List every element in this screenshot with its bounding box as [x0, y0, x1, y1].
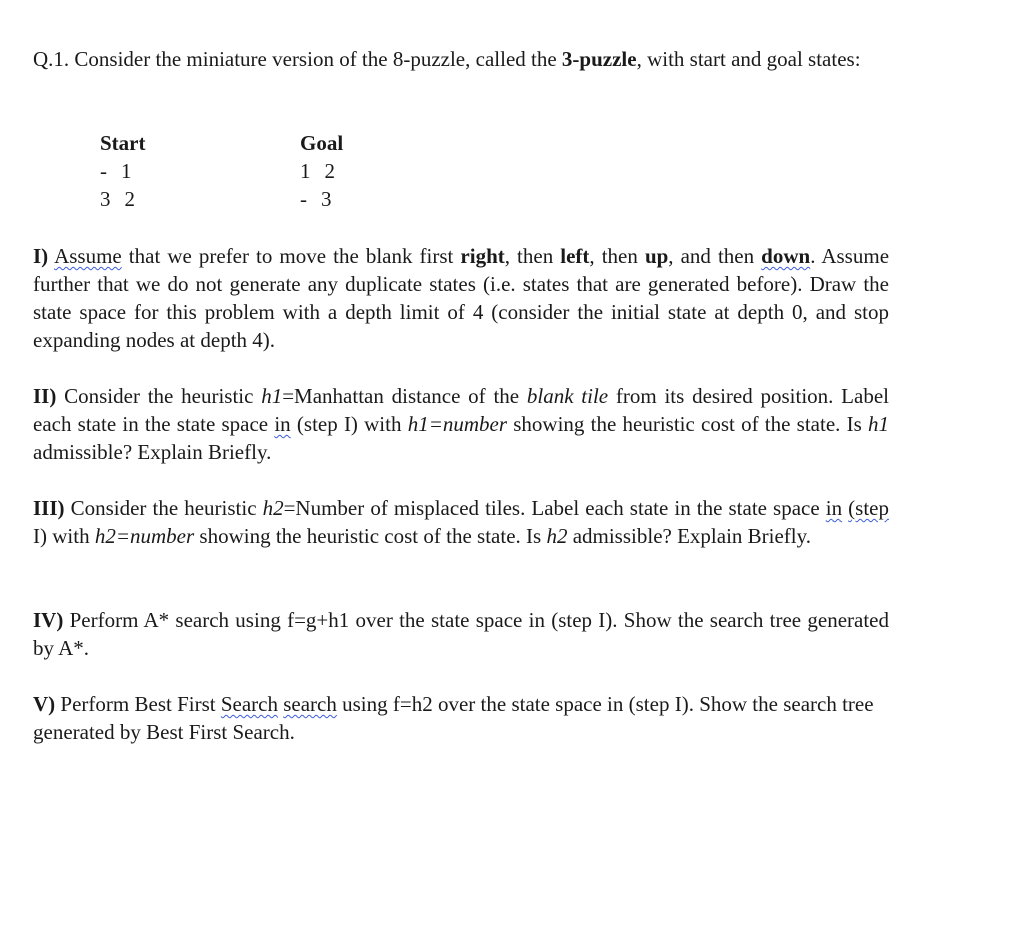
goal-heading: Goal [300, 131, 344, 155]
part-3-text: admissible? Explain Briefly. [567, 524, 812, 548]
part-5 [33, 690, 889, 746]
goal-cell: 1 [300, 159, 311, 183]
part-2-text: showing the heuristic cost of the state. Is [507, 412, 868, 436]
part-3-text: =Number of misplaced tiles. Label each state in the state space [283, 496, 826, 520]
goal-cell: 3 [321, 187, 332, 211]
bold-word: left [560, 244, 590, 268]
goal-row-1 [300, 157, 349, 185]
spellcheck-word: (step [848, 496, 889, 520]
italic-term: h2 [262, 496, 284, 520]
part-2-text: admissible? Explain Briefly. [33, 440, 272, 464]
part-5-text: Perform Best First [55, 692, 221, 716]
spellcheck-word: Search [220, 692, 278, 716]
part-5-text: using f=h2 over the state space in (step I). Show the search tree generated by Best First Search. [33, 692, 874, 744]
italic-term: h2 [546, 524, 568, 548]
part-3-label: III) [33, 496, 65, 520]
intro-bold-term: 3-puzzle [561, 47, 637, 71]
part-1-text: that we prefer to move the blank first [121, 244, 461, 268]
intro-text-end: , with start and goal states: [636, 47, 861, 71]
part-2-label: II) [33, 384, 57, 408]
start-cell: - [100, 159, 107, 183]
start-cell: 2 [124, 187, 135, 211]
italic-term: h1 [261, 384, 283, 408]
italic-term: blank tile [526, 384, 609, 408]
start-cell: 1 [121, 159, 132, 183]
part-5-label: V) [33, 692, 56, 716]
spellcheck-word: in [274, 412, 291, 436]
part-3 [33, 494, 889, 550]
italic-term: h2=number [94, 524, 195, 548]
start-cell: 3 [100, 187, 111, 211]
part-2-text: (step I) with [290, 412, 408, 436]
intro-text: Q.1. Consider the miniature version of the 8-puzzle, called the [33, 47, 562, 71]
part-1-text: , then [504, 244, 561, 268]
goal-cell: 2 [324, 159, 335, 183]
part-2-text: from its desired position. Label each state in the state space [33, 384, 889, 436]
goal-cell: - [300, 187, 307, 211]
spellcheck-word: search [283, 692, 337, 716]
start-state [100, 129, 149, 213]
goal-row-2 [300, 185, 349, 213]
start-row-1 [100, 157, 149, 185]
part-1 [33, 242, 889, 354]
part-1-text: , then [589, 244, 645, 268]
part-1-text: . Assume further that we do not generate any duplicate states (i.e. states that are generated before). Draw the state space for this problem with a depth limit of 4 (consider the initial state at depth 0, and stop expanding nodes at depth 4). [33, 244, 890, 352]
start-row-2 [100, 185, 149, 213]
part-4-label: IV) [33, 608, 64, 632]
part-3-text: Consider the heuristic [64, 496, 263, 520]
part-4 [33, 606, 889, 662]
bold-word: down [761, 244, 811, 268]
part-2-text: Consider the heuristic [56, 384, 262, 408]
italic-term: h1 [868, 412, 889, 436]
bold-word: right [460, 244, 505, 268]
part-3-text: I) with [33, 524, 95, 548]
spellcheck-word: Assume [54, 244, 122, 268]
bold-word: up [644, 244, 669, 268]
part-1-label: I) [33, 244, 49, 268]
part-4-text: Perform A* search using f=g+h1 over the state space in (step I). Show the search tree generated by A*. [33, 608, 889, 660]
italic-term: h1=number [407, 412, 508, 436]
part-2 [33, 382, 889, 466]
part-1-text: , and then [668, 244, 762, 268]
question-intro [33, 45, 889, 73]
spellcheck-word: in [825, 496, 843, 520]
goal-state [300, 129, 349, 213]
start-heading: Start [100, 131, 146, 155]
part-3-text: showing the heuristic cost of the state. Is [194, 524, 547, 548]
part-2-text: =Manhattan distance of the [282, 384, 527, 408]
